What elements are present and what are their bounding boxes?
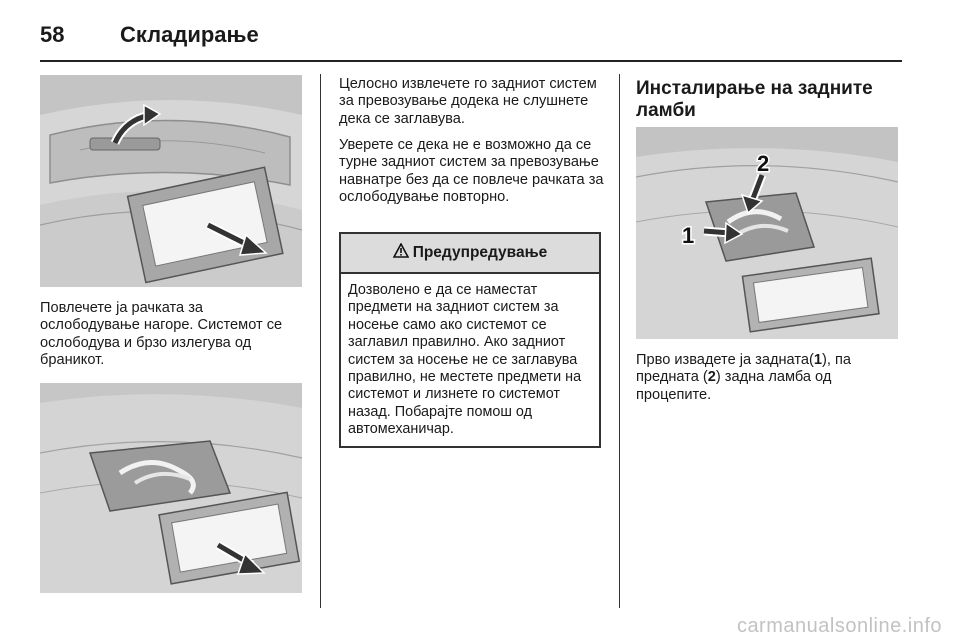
column1-paragraph: Повлечете ја рачката за ослободување нагоре. Системот се ослободува и брзо излегува од браникот. [40,300,283,369]
warning-triangle-icon [393,243,409,263]
column-divider-2 [619,74,620,608]
page-title: Складирање [120,22,259,47]
paragraph-ref-2: 2 [707,369,716,386]
figure-tail-lamps [636,127,898,339]
header-rule [40,60,902,62]
section-title: Инсталирање на задните ламби [636,78,873,121]
figure-label-2: 2 [757,151,770,176]
warning-title: Предупредување [412,244,548,261]
watermark: carmanualsonline.info [736,615,942,637]
column-divider-1 [320,74,321,608]
figure-label-1: 1 [682,223,695,248]
warning-box [339,232,601,448]
page-number: 58 [40,22,65,47]
column2-paragraph-1: Целосно извлечете го задниот систем за превозување додека не слушнете дека се заглавува. [339,76,597,127]
warning-body: Дозволено е да се наместат предмети на задниот систем за носење само ако системот се заглавил правилно. Ако задниот систем за носење не се заглавува правилно, не местете предмети на системот и лизнете го системот назад. Побарајте помош од автомеханичар. [348,282,582,438]
warning-header [341,234,599,274]
column2-paragraph-2: Уверете се дека не е возможно да се турне задниот систем за превозување навнатре без да се повлече рачката за ослободување повторно. [339,137,604,206]
paragraph-text: ), па предната ( [636,352,851,386]
paragraph-text: Прво извадете ја задната( [636,352,814,368]
paragraph-text: ) задна ламба од процепите. [636,369,832,403]
figure-carrier-extended [40,383,302,593]
page-header [40,14,902,54]
paragraph-ref-1: 1 [813,352,822,368]
column3-paragraph [636,352,901,404]
figure-release-handle [40,75,302,287]
